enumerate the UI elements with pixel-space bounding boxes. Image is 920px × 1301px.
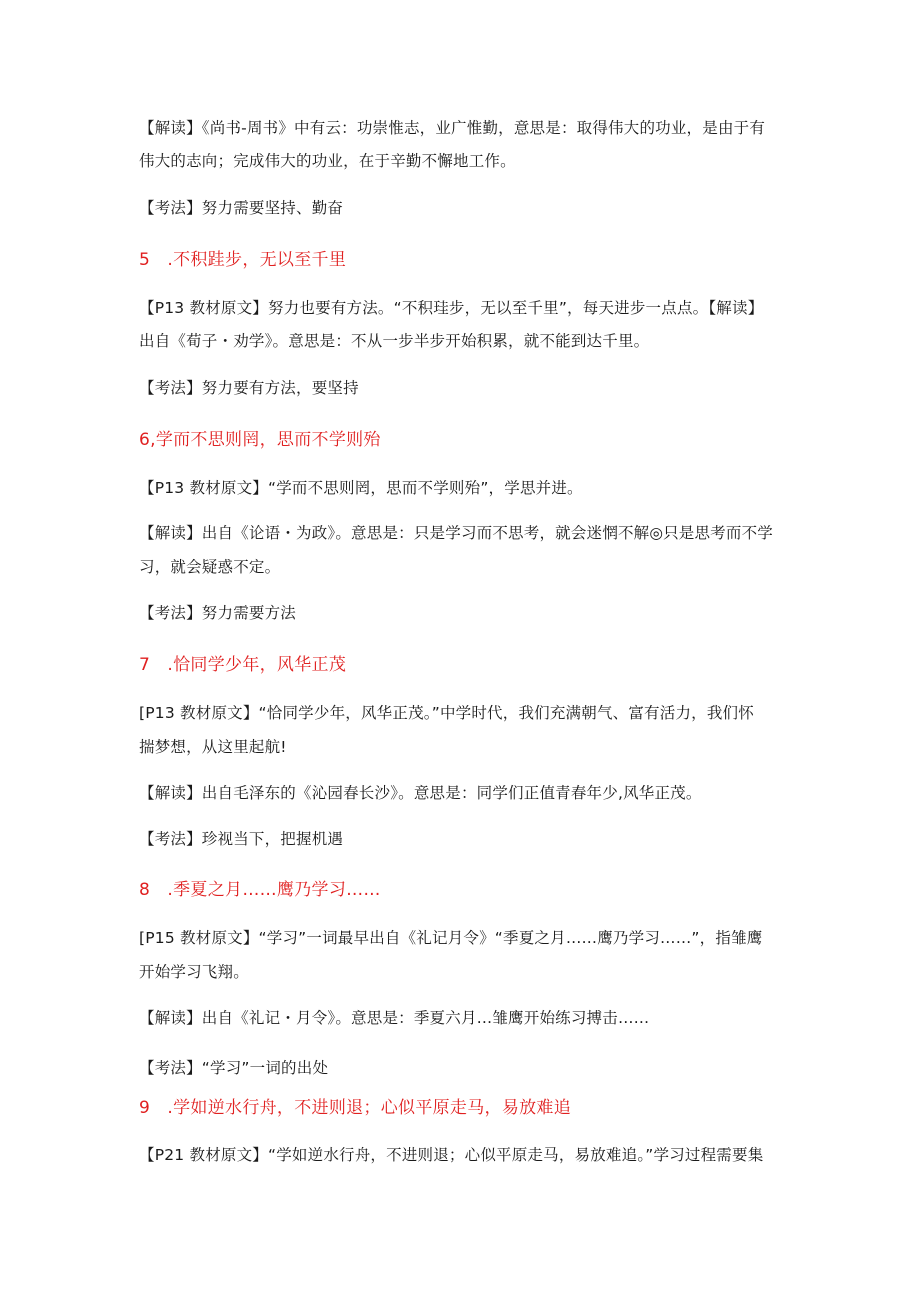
section-heading-8: 8 .季夏之月……鹰乃学习…… xyxy=(139,880,381,900)
textbook-original-line: 【P13 教材原文】“学而不思则罔，思而不学则殆”，学思并进。 xyxy=(139,479,583,497)
textbook-original-line: [P13 教材原文】“恰同学少年，风华正茂。”中学时代，我们充满朝气、富有活力，我们怀 xyxy=(139,704,754,722)
exam-method-line: 【考法】努力要有方法，要坚持 xyxy=(139,379,359,397)
textbook-original-line: 揣梦想，从这里起航! xyxy=(139,738,287,756)
textbook-original-line: 出自《荀子・劝学》。意思是：不从一步半步开始积累，就不能到达千里。 xyxy=(139,332,650,350)
interpretation-line: 【解读】出自毛泽东的《沁园春长沙》。意思是：同学们正值青春年少,风华正茂。 xyxy=(139,784,702,802)
interpretation-line: 伟大的志向；完成伟大的功业，在于辛勤不懈地工作。 xyxy=(139,152,516,170)
textbook-original-line: 【P13 教材原文】努力也要有方法。“不积珪步，无以至千里”，每天进步一点点。【解读】 xyxy=(139,299,764,317)
interpretation-line: 【解读】《尚书-周书》中有云：功崇惟志，业广惟勤，意思是：取得伟大的功业，是由于有 xyxy=(139,119,766,137)
textbook-original-line: [P15 教材原文】“学习”一词最早出自《礼记月令》“季夏之月……鹰乃学习……”，指雏鹰 xyxy=(139,929,763,947)
section-heading-6: 6,学而不思则罔，思而不学则殆 xyxy=(139,430,381,450)
section-heading-5: 5 .不积跬步，无以至千里 xyxy=(139,250,347,270)
section-heading-7: 7 .恰同学少年，风华正茂 xyxy=(139,655,347,675)
exam-method-line: 【考法】努力需要坚持、勤奋 xyxy=(139,199,344,217)
interpretation-line: 【解读】出自《礼记・月令》。意思是：季夏六月…雏鹰开始练习搏击…… xyxy=(139,1009,650,1027)
textbook-original-line: 【P21 教材原文】“学如逆水行舟，不进则退；心似平原走马，易放难追。”学习过程需要集 xyxy=(139,1146,764,1164)
interpretation-line: 【解读】出自《论语・为政》。意思是：只是学习而不思考，就会迷惘不解◎只是思考而不学 xyxy=(139,524,773,542)
section-heading-9: 9 .学如逆水行舟，不进则退；心似平原走马，易放难追 xyxy=(139,1098,572,1118)
exam-method-line: 【考法】珍视当下，把握机遇 xyxy=(139,830,344,848)
exam-method-line: 【考法】努力需要方法 xyxy=(139,604,297,622)
exam-method-line: 【考法】“学习”一词的出处 xyxy=(139,1059,329,1077)
textbook-original-line: 开始学习飞翔。 xyxy=(139,963,249,981)
interpretation-line: 习，就会疑惑不定。 xyxy=(139,558,281,576)
